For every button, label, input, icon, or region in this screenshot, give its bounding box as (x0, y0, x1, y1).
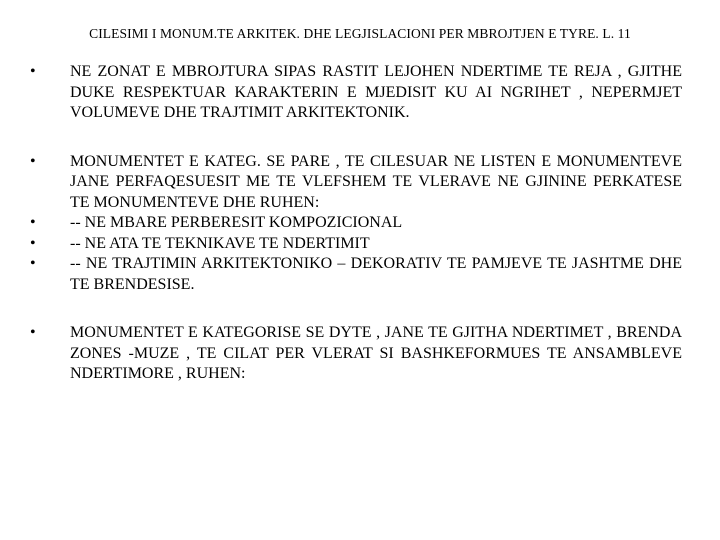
bullet-item-3 (30, 213, 682, 234)
bullet-list (30, 62, 682, 385)
bullet-dot-icon: • (30, 152, 36, 170)
slide-title: CILESIMI I MONUM.TE ARKITEK. DHE LEGJISLACIONI PER MBROJTJEN E TYRE. L. 11 (89, 26, 631, 41)
bullet-item-2 (30, 152, 682, 214)
bullet-text-5: -- NE TRAJTIMIN ARKITEKTONIKO – DEKORATIV TE PAMJEVE TE JASHTME DHE TE BRENDESISE. (70, 255, 682, 293)
bullet-dot-icon: • (30, 255, 36, 272)
bullet-item-4 (30, 234, 682, 255)
bullet-text-6: MONUMENTET E KATEGORISE SE DYTE , JANE TE GJITHA NDERTIMET , BRENDA ZONES -MUZE , TE CILAT PER VLERAT SI BASHKEFORMUES TE ANSAMBLEVE NDERTIMORE , RUHEN: (70, 324, 682, 382)
bullet-dot-icon: • (30, 214, 36, 231)
bullet-item-1 (30, 62, 682, 124)
bullet-item-6 (30, 323, 682, 385)
bullet-text-1: NE ZONAT E MBROJTURA SIPAS RASTIT LEJOHEN NDERTIME TE REJA , GJITHE DUKE RESPEKTUAR KARAKTERIN E MJEDISIT KU AI NGRIHET , NEPERMJET VOLUMEVE DHE TRAJTIMIT ARKITEKTONIK. (70, 63, 682, 121)
bullet-item-5 (30, 254, 682, 295)
bullet-dot-icon: • (30, 324, 36, 341)
bullet-dot-icon: • (30, 234, 36, 252)
bullet-text-4: -- NE ATA TE TEKNIKAVE TE NDERTIMIT (70, 234, 370, 252)
bullet-dot-icon: • (30, 63, 36, 80)
bullet-text-3: -- NE MBARE PERBERESIT KOMPOZICIONAL (70, 214, 403, 231)
bullet-text-2: MONUMENTET E KATEG. SE PARE , TE CILESUAR NE LISTEN E MONUMENTEVE JANE PERFAQESUESIT ME TE VLEFSHEM TE VLERAVE NE GJININE PERKATESE TE MONUMENTEVE DHE RUHEN: (70, 152, 682, 211)
